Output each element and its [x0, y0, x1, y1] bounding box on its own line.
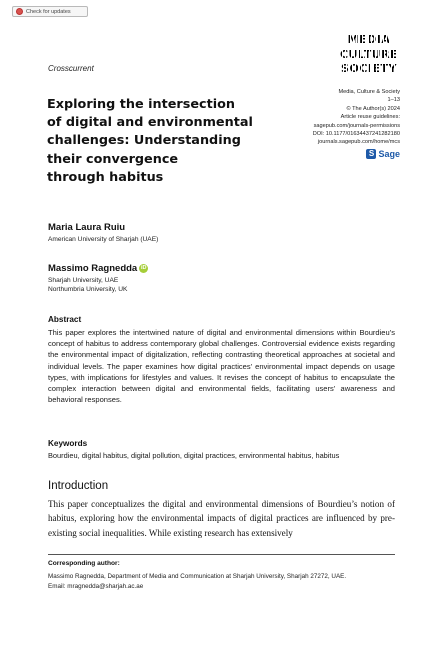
title-line: challenges: Understanding	[47, 133, 241, 149]
journal-metadata	[250, 88, 400, 147]
check-for-updates-label: Check for updates	[26, 8, 71, 15]
update-status-icon	[16, 8, 23, 15]
permissions-link[interactable]: sagepub.com/journals-permissions	[313, 122, 400, 129]
introduction-text: This paper conceptualizes the digital and environmental dimensions of Bourdieu’s notion of habitus, exploring how the environmental impacts of digital practices are influenced by pre-existing social inequalities. While existing research has extensively	[48, 499, 395, 538]
author-name: Massimo Ragnedda	[48, 263, 138, 274]
doi-link[interactable]: DOI: 10.1177/01634437241282180	[312, 131, 400, 138]
footnote-divider	[48, 554, 395, 555]
correspondence-details	[48, 572, 408, 592]
orcid-icon[interactable]: iD	[140, 265, 147, 271]
journal-logo-line: SOCIETY	[341, 62, 397, 75]
keywords-text: Bourdieu, digital habitus, digital pollution, digital practices, environmental habitus, habitus	[48, 451, 340, 460]
publisher-name: Sage	[378, 149, 400, 159]
abstract-heading: Abstract	[48, 315, 82, 324]
page-range: 1–13	[387, 97, 400, 104]
publisher-logo	[366, 149, 400, 159]
abstract-text: This paper explores the intertwined nature of digital and environmental dimensions within Bourdieu’s concept of habitus to address contemporary global challenges. Controversial evidence exists regarding the environmental impact of digitalization, reflecting contrasting theoretical approaches at societal and individual levels. The paper examines how digital practices’ environmental impact depends on usage types, with implications for lifestyles and values. It revises the concept of habitus to encapsulate the complex interaction between digital and environmental fields, facilitating users’ awareness and behavioral responses.	[48, 328, 395, 405]
correspondence-address: Massimo Ragnedda, Department of Media and Communication at Sharjah University, Sharjah 27272, UAE.	[48, 573, 347, 580]
author-block	[48, 263, 148, 274]
title-line: through habitus	[47, 169, 164, 185]
keywords-heading: Keywords	[48, 439, 88, 448]
title-line: their convergence	[47, 151, 179, 167]
copyright: © The Author(s) 2024	[346, 105, 400, 112]
title-line: Exploring the intersection	[47, 97, 236, 112]
correspondence-email[interactable]: Email: mragnedda@sharjah.ac.ae	[48, 582, 144, 590]
title-line: of digital and environmental	[47, 115, 253, 131]
introduction-heading: Introduction	[48, 480, 109, 492]
author-affiliation: Sharjah University, UAE	[48, 277, 119, 284]
article-title	[47, 96, 272, 187]
journal-logo-line: CULTURE	[339, 47, 399, 61]
correspondence-heading: Corresponding author:	[48, 560, 120, 567]
author-affiliation: American University of Sharjah (UAE)	[48, 236, 159, 243]
section-label: Crosscurrent	[48, 64, 94, 73]
journal-home-link[interactable]: journals.sagepub.com/home/mcs	[317, 139, 400, 146]
check-for-updates-badge[interactable]	[12, 6, 88, 17]
sage-icon: S	[366, 149, 376, 159]
journal-logo-line: MEDIA	[347, 33, 391, 46]
reuse-guidelines-label: Article reuse guidelines:	[340, 114, 400, 121]
author-name: Maria Laura Ruiu	[48, 222, 126, 233]
author-affiliation: Northumbria University, UK	[48, 286, 128, 293]
journal-logo	[339, 33, 399, 75]
journal-name: Media, Culture & Society	[338, 89, 400, 95]
